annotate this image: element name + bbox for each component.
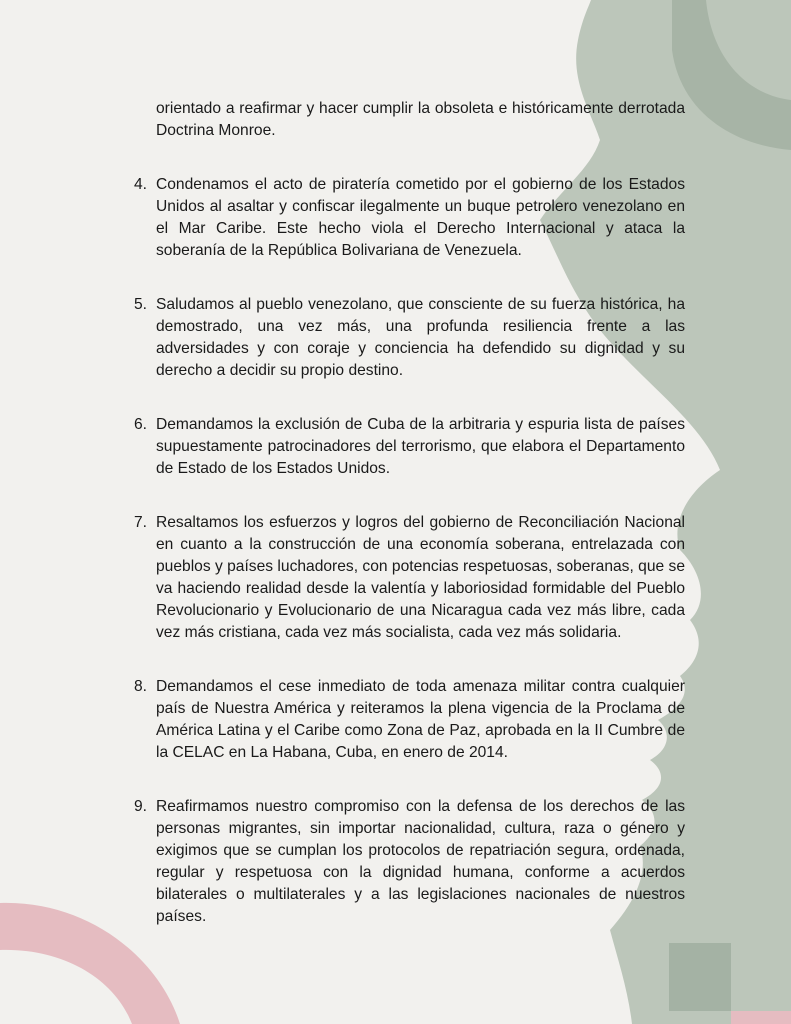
item-text: Saludamos al pueblo venezolano, que consciente de su fuerza histórica, ha demostrado, una vez más, una profunda resiliencia frente a las adversidades y con coraje y conciencia ha defendido su dignidad y su derecho a decidir su propio destino. <box>156 296 685 379</box>
item-number: 7. <box>134 514 148 531</box>
list-item <box>134 414 685 480</box>
list-item <box>134 676 685 764</box>
item-text: Reafirmamos nuestro compromiso con la defensa de los derechos de las personas migrantes, sin importar nacionalidad, cultura, raza o género y exigimos que se cumplan los protocolos de repatriación segura, ordenada, regular y respetuosa con la dignidad humana, conforme a acuerdos bilaterales o multilaterales y a las legislaciones nacionales de nuestros países. <box>156 798 685 925</box>
item-number: 6. <box>134 416 148 433</box>
item-text: Condenamos el acto de piratería cometido por el gobierno de los Estados Unidos al asaltar y confiscar ilegalmente un buque petrolero venezolano en el Mar Caribe. Este hecho viola el Derecho Internacional y ataca la soberanía de la República Bolivariana de Venezuela. <box>156 176 685 259</box>
item-text: Demandamos la exclusión de Cuba de la arbitraria y espuria lista de países supuestamente patrocinadores del terrorismo, que elabora el Departamento de Estado de los Estados Unidos. <box>156 416 685 477</box>
list-item <box>134 294 685 382</box>
item-number: 5. <box>134 296 148 313</box>
item-text: Demandamos el cese inmediato de toda amenaza militar contra cualquier país de Nuestra América y reiteramos la plena vigencia de la Proclama de América Latina y el Caribe como Zona de Paz, aprobada en la II Cumbre de la CELAC en La Habana, Cuba, en enero de 2014. <box>156 678 685 761</box>
item-number: 8. <box>134 678 148 695</box>
item-text: Resaltamos los esfuerzos y logros del gobierno de Reconciliación Nacional en cuanto a la construcción de una economía soberana, entrelazada con pueblos y países luchadores, con potencias respetuosas, soberanas, que se va haciendo realidad desde la valentía y laboriosidad formidable del Pueblo Revolucionario y Evolucionario de una Nicaragua cada vez más libre, cada vez más cristiana, cada vez más socialista, cada vez más solidaria. <box>156 514 685 641</box>
list-item <box>134 174 685 262</box>
item-number: 9. <box>134 798 148 815</box>
document-body <box>134 98 685 928</box>
item-number: 4. <box>134 176 148 193</box>
intro-paragraph: orientado a reafirmar y hacer cumplir la obsoleta e históricamente derrotada Doctrina Monroe. <box>156 100 685 139</box>
list-item <box>134 796 685 928</box>
sage-square <box>669 943 731 1011</box>
pink-strip <box>731 1011 791 1024</box>
list-item <box>134 512 685 644</box>
